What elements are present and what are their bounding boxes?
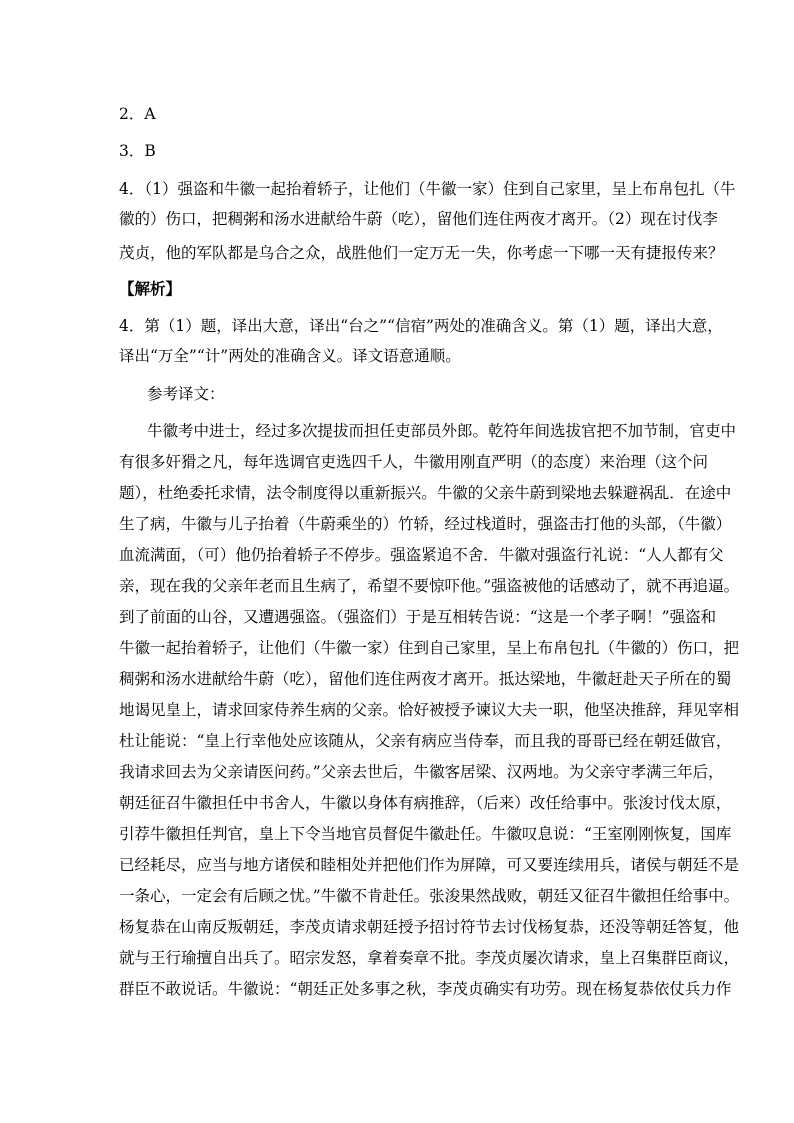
answer-4-line-3: 茂贞，他的军队都是乌合之众，战胜他们一定万无一失，你考虑一下哪一天有捷报传来？	[119, 244, 724, 262]
translation-line: 群臣不敢说话。牛徽说：“朝廷正处多事之秋，李茂贞确实有功劳。现在杨复恭依仗兵力作	[119, 980, 732, 998]
translation-line: 杜让能说：“皇上行幸他处应该随从，父亲有病应当侍奉，而且我的哥哥已经在朝廷做官，	[119, 732, 732, 750]
translation-line: 一条心，一定会有后顾之忧。”牛徽不肯赴任。张浚果然战败，朝廷又征召牛徽担任给事中。	[119, 887, 740, 905]
translation-line: 血流满面，（可）他仍抬着轿子不停步。强盗紧追不舍．牛徽对强盗行礼说：“人人都有父	[119, 546, 724, 564]
answer-3: 3．B	[119, 142, 156, 160]
translation-line: 题），杜绝委托求情，法令制度得以重新振兴。牛徽的父亲牛蔚到梁地去躲避祸乱．在途中	[119, 484, 732, 502]
analysis-heading: 【解析】	[119, 279, 182, 298]
translation-line: 已经耗尽，应当与地方诸侯和睦相处并把他们作为屏障，可又要连续用兵，诸侯与朝廷不是	[119, 856, 740, 874]
answer-2: 2．A	[119, 105, 156, 123]
translation-line: 牛徽一起抬着轿子，让他们（牛徽一家）住到自己家里，呈上布帛包扎（牛徽的）伤口，把	[119, 639, 740, 657]
translation-title: 参考译文：	[147, 385, 225, 403]
translation-line: 就与王行瑜擅自出兵了。昭宗发怒，拿着奏章不批。李茂贞屡次请求，皇上召集群臣商议，	[119, 949, 740, 967]
translation-line: 引荐牛徽担任判官，皇上下令当地官员督促牛徽赴任。牛徽叹息说：“王室刚刚恢复，国库	[119, 825, 732, 843]
translation-line: 地谒见皇上，请求回家侍养生病的父亲。恰好被授予谏议大夫一职，他坚决推辞，拜见宰相	[119, 701, 740, 719]
analysis-line-2: 译出“万全”“计”两处的准确含义。译文语意通顺。	[119, 347, 461, 365]
translation-line: 稠粥和汤水进献给牛蔚（吃），留他们连住两夜才离开。抵达梁地，牛徽赶赴天子所在的蜀	[119, 670, 732, 688]
analysis-line-1: 4．第（1）题，译出大意，译出“台之”“信宿”两处的准确含义。第（1）题，译出大意，	[119, 317, 723, 335]
translation-line: 杨复恭在山南反叛朝廷，李茂贞请求朝廷授予招讨符节去讨伐杨复恭，还没等朝廷答复，他	[119, 918, 740, 936]
translation-line: 生了病，牛徽与儿子抬着（牛蔚乘坐的）竹轿，经过栈道时，强盗击打他的头部，（牛徽）	[119, 515, 732, 533]
answer-4-line-1: 4．（1）强盗和牛徽一起抬着轿子，让他们（牛徽一家）住到自己家里，呈上布帛包扎（牛	[119, 180, 736, 198]
translation-line: 亲，现在我的父亲年老而且生病了，希望不要惊吓他。”强盗被他的话感动了，就不再追逼。	[119, 577, 740, 595]
translation-line: 牛徽考中进士，经过多次提拔而担任吏部员外郎。乾符年间选拔官把不加节制，官吏中	[147, 422, 737, 440]
translation-line: 到了前面的山谷，又遭遇强盗。（强盗们）于是互相转告说：“这是一个孝子啊！”强盗和	[119, 608, 717, 626]
answer-4-line-2: 徽的）伤口，把稠粥和汤水进献给牛蔚（吃），留他们连住两夜才离开。（2）现在讨伐李	[119, 210, 718, 228]
translation-line: 有很多奸猾之凡，每年选调官吏选四千人，牛徽用刚直严明（的态度）来治理（这个问	[119, 453, 709, 471]
translation-line: 我请求回去为父亲请医问药。”父亲去世后，牛徽客居梁、汉两地。为父亲守孝满三年后，	[119, 763, 724, 781]
translation-line: 朝廷征召牛徽担任中书舍人，牛徽以身体有病推辞，（后来）改任给事中。张浚讨伐太原，	[119, 794, 732, 812]
